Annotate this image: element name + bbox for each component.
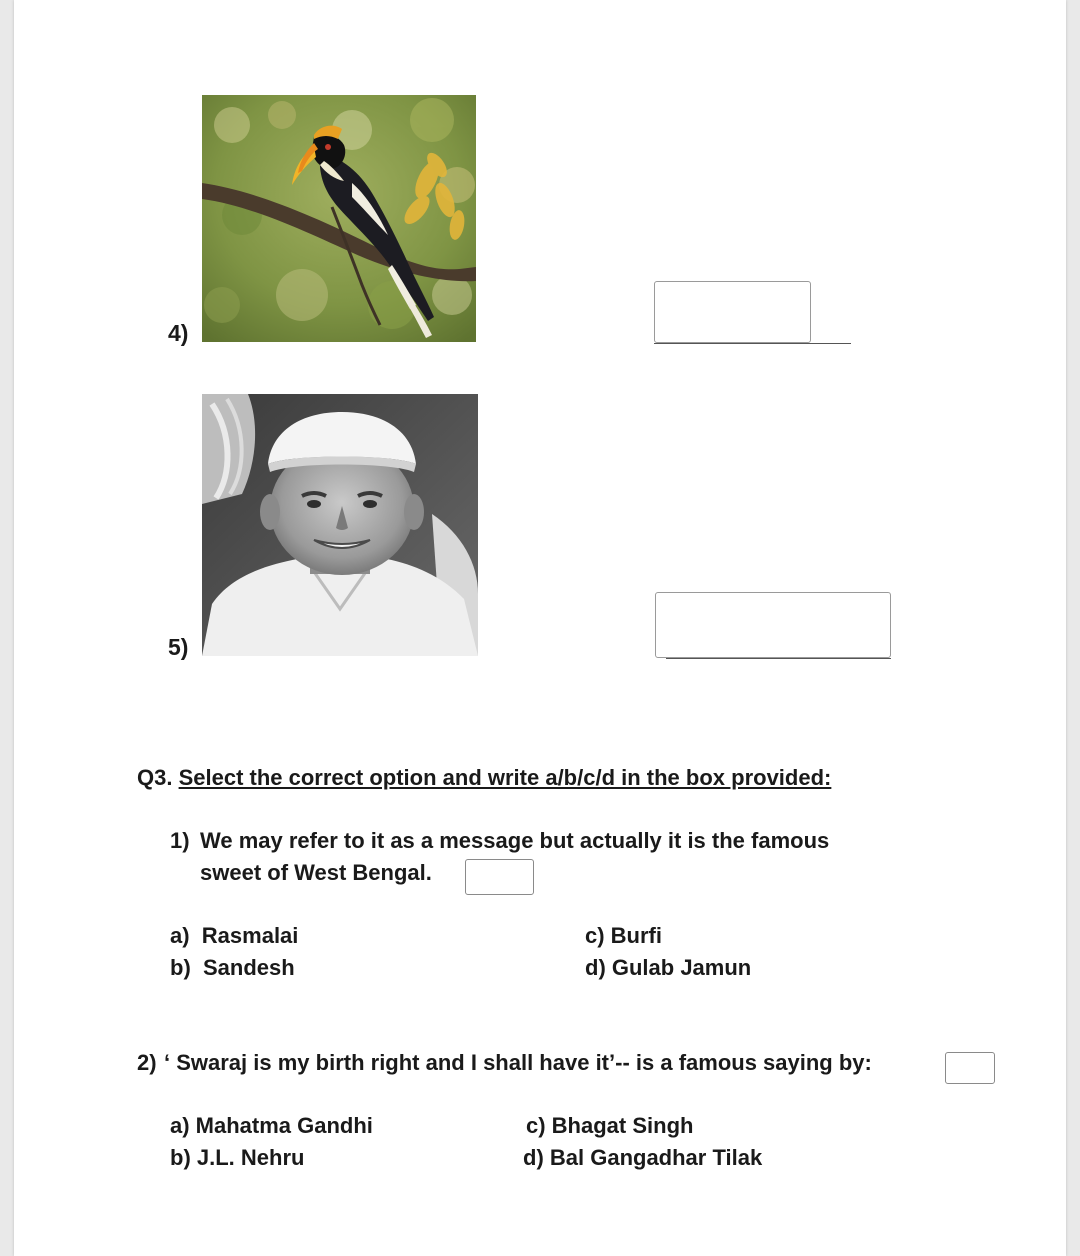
answer-box-4[interactable] <box>654 281 811 343</box>
q3-answer-box-1[interactable] <box>465 859 534 895</box>
q3-1-option-c: c) Burfi <box>585 923 662 948</box>
q3-question-1-line1: We may refer to it as a message but actually it is the famous <box>200 828 830 853</box>
q3-2-option-c: c) Bhagat Singh <box>526 1113 694 1138</box>
q3-question-1-line2: sweet of West Bengal. <box>200 860 432 885</box>
q3-question-2-text: ‘ Swaraj is my birth right and I shall have it’-- is a famous saying by: <box>164 1050 872 1075</box>
answer-box-5[interactable] <box>655 592 891 658</box>
q3-2-option-b: b) J.L. Nehru <box>170 1145 305 1170</box>
leader-photo <box>202 394 478 656</box>
item-number-4: 4) <box>168 320 189 346</box>
q3-answer-box-2[interactable] <box>945 1052 995 1084</box>
q3-1-option-b: b) Sandesh <box>170 955 295 980</box>
q3-2-option-d: d) Bal Gangadhar Tilak <box>523 1145 763 1170</box>
q3-2-option-a: a) Mahatma Gandhi <box>170 1113 373 1138</box>
q3-heading <box>137 765 831 791</box>
q3-question-2-number: 2) <box>137 1050 157 1075</box>
q3-question-1-number: 1) <box>170 828 190 853</box>
item-number-5: 5) <box>168 634 189 660</box>
hornbill-photo <box>202 95 476 342</box>
worksheet-page <box>14 0 1066 1256</box>
q3-instruction: Select the correct option and write a/b/c/d in the box provided: <box>178 765 832 790</box>
q3-1-option-a: a) Rasmalai <box>170 923 299 948</box>
answer-line-4 <box>654 343 851 344</box>
q3-1-option-d: d) Gulab Jamun <box>585 955 752 980</box>
q3-label: Q3. <box>137 765 173 790</box>
answer-line-5 <box>666 658 891 659</box>
